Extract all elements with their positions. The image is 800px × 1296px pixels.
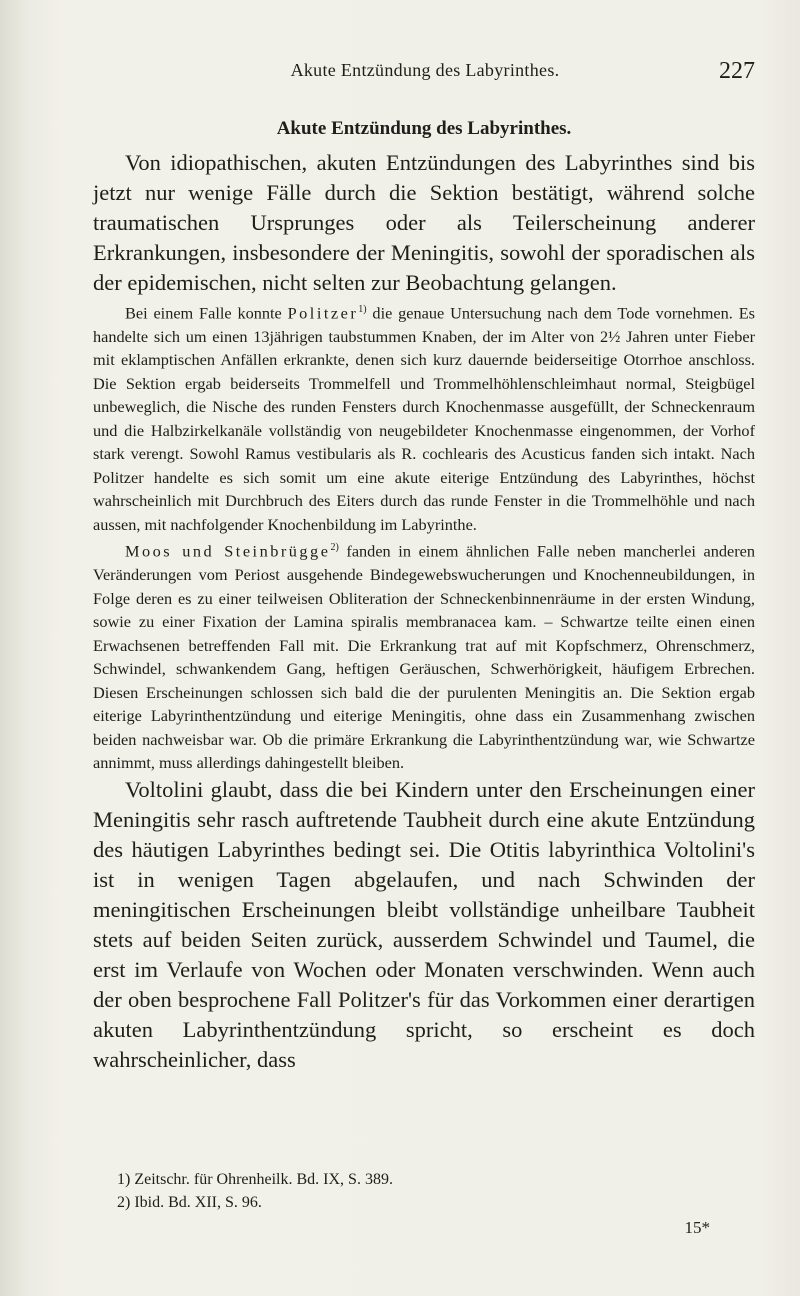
footnote-ref-1: 1) xyxy=(358,304,367,315)
author-name-politzer: Politzer xyxy=(287,303,359,323)
running-head xyxy=(95,60,755,94)
author-name-moos-steinbruegge: Moos und Steinbrügge xyxy=(125,541,331,561)
paragraph-voltolini: Voltolini glaubt, dass die bei Kindern unter den Erscheinungen einer Meningitis sehr rasch auftretende Taubheit durch eine akute Entzündung des häutigen Labyrinthes bedingt sei. Die Otitis labyrinthica Voltolini's ist in wenigen Tagen abgelaufen, und nach Schwinden der meningitischen Erscheinungen bleibt vollständige unheilbare Taubheit stets auf beiden Seiten zurück, ausserdem Schwindel und Taumel, die erst im Verlaufe von Wochen oder Monaten verschwinden. Wenn auch der oben besprochene Fall Politzer's für das Vorkommen einer derartigen akuten Labyrinthentzündung spricht, so erscheint es doch wahrscheinlicher, dass xyxy=(93,776,755,1072)
footnote-1: 1) Zeitschr. für Ohrenheilk. Bd. IX, S. 389. xyxy=(117,1171,393,1188)
paragraph-intro: Von idiopathischen, akuten Entzündungen des Labyrinthes sind bis jetzt nur wenige Fälle durch die Sektion bestätigt, während solche traumatischen Ursprunges oder als Teilerscheinung anderer Erkrankungen, insbesondere der Meningitis, sowohl der sporadischen als der epidemischen, nicht selten zur Beobachtung gelangen. xyxy=(93,150,755,295)
paragraph-moos-post: fanden in einem ähnlichen Falle neben mancherlei anderen Veränderungen vom Periost ausgehende Bindegewebswucherungen und Knochenneubildungen, in Folge deren es zu einer teilweisen Obliteration der Schneckenbinnenräume in der ersten Windung, sowie zu einer Fixation der Lamina spiralis membranacea kam. – Schwartze teilte einen einen Erwachsenen betreffenden Fall mit. Die Erkrankung trat auf mit Kopfschmerz, Ohrenschmerz, Schwindel, schwankendem Gang, heftigen Geräuschen, Schwerhörigkeit, häufigem Erbrechen. Diesen Erscheinungen schlossen sich bald die der purulenten Meningitis an. Die Sektion ergab eiterige Labyrinthentzündung und eiterige Meningitis, ohne dass ein Zusammenhang zwischen beiden nachweisbar war. Ob die primäre Erkrankung die Labyrinthentzündung war, wie Schwartze annimmt, muss allerdings dahingestellt bleiben. xyxy=(93,541,755,773)
paragraph-moos-case xyxy=(93,536,755,774)
paragraph-politzer-post: die genaue Untersuchung nach dem Tode vornehmen. Es handelte sich um einen 13jährigen taubstummen Knaben, der im Alter von 2½ Jahren unter Fieber mit eklamptischen Anfällen erkrankte, denen sich kurz dauernde beiderseitige Otorrhoe anschloss. Die Sektion ergab beiderseits Trommelfell und Trommelhöhlenschleimhaut normal, Steigbügel unbeweglich, die Nische des runden Fensters durch Knochenmasse ausgefüllt, der Schneckenraum und die Halbzirkelkanäle vollständig von neugebildeter Knochenmasse eingenommen, der Vorhof stark verengt. Sowohl Ramus vestibularis als R. cochlearis des Acusticus fanden sich intakt. Nach Politzer handelte es sich somit um eine akute eiterige Entzündung des Labyrinthes, höchst wahrscheinlich mit Durchbruch des Eiters durch das runde Fenster in die Trommelhöhle und nach aussen, mit nachfolgender Knochenbildung im Labyrinthe. xyxy=(93,303,755,534)
paragraph-politzer-pre: Bei einem Falle konnte xyxy=(125,303,288,323)
footnotes xyxy=(95,1168,755,1214)
section-heading: Akute Entzündung des Labyrinthes. xyxy=(276,118,572,139)
page-number: 227 xyxy=(719,58,755,84)
page-body xyxy=(93,118,755,1075)
signature-mark: 15* xyxy=(684,1218,710,1237)
paragraph-politzer-case xyxy=(93,298,755,536)
running-title: Akute Entzündung des Labyrinthes. xyxy=(290,60,560,80)
footnote-ref-2: 2) xyxy=(330,542,339,554)
footnote-2: 2) Ibid. Bd. XII, S. 96. xyxy=(117,1194,262,1211)
